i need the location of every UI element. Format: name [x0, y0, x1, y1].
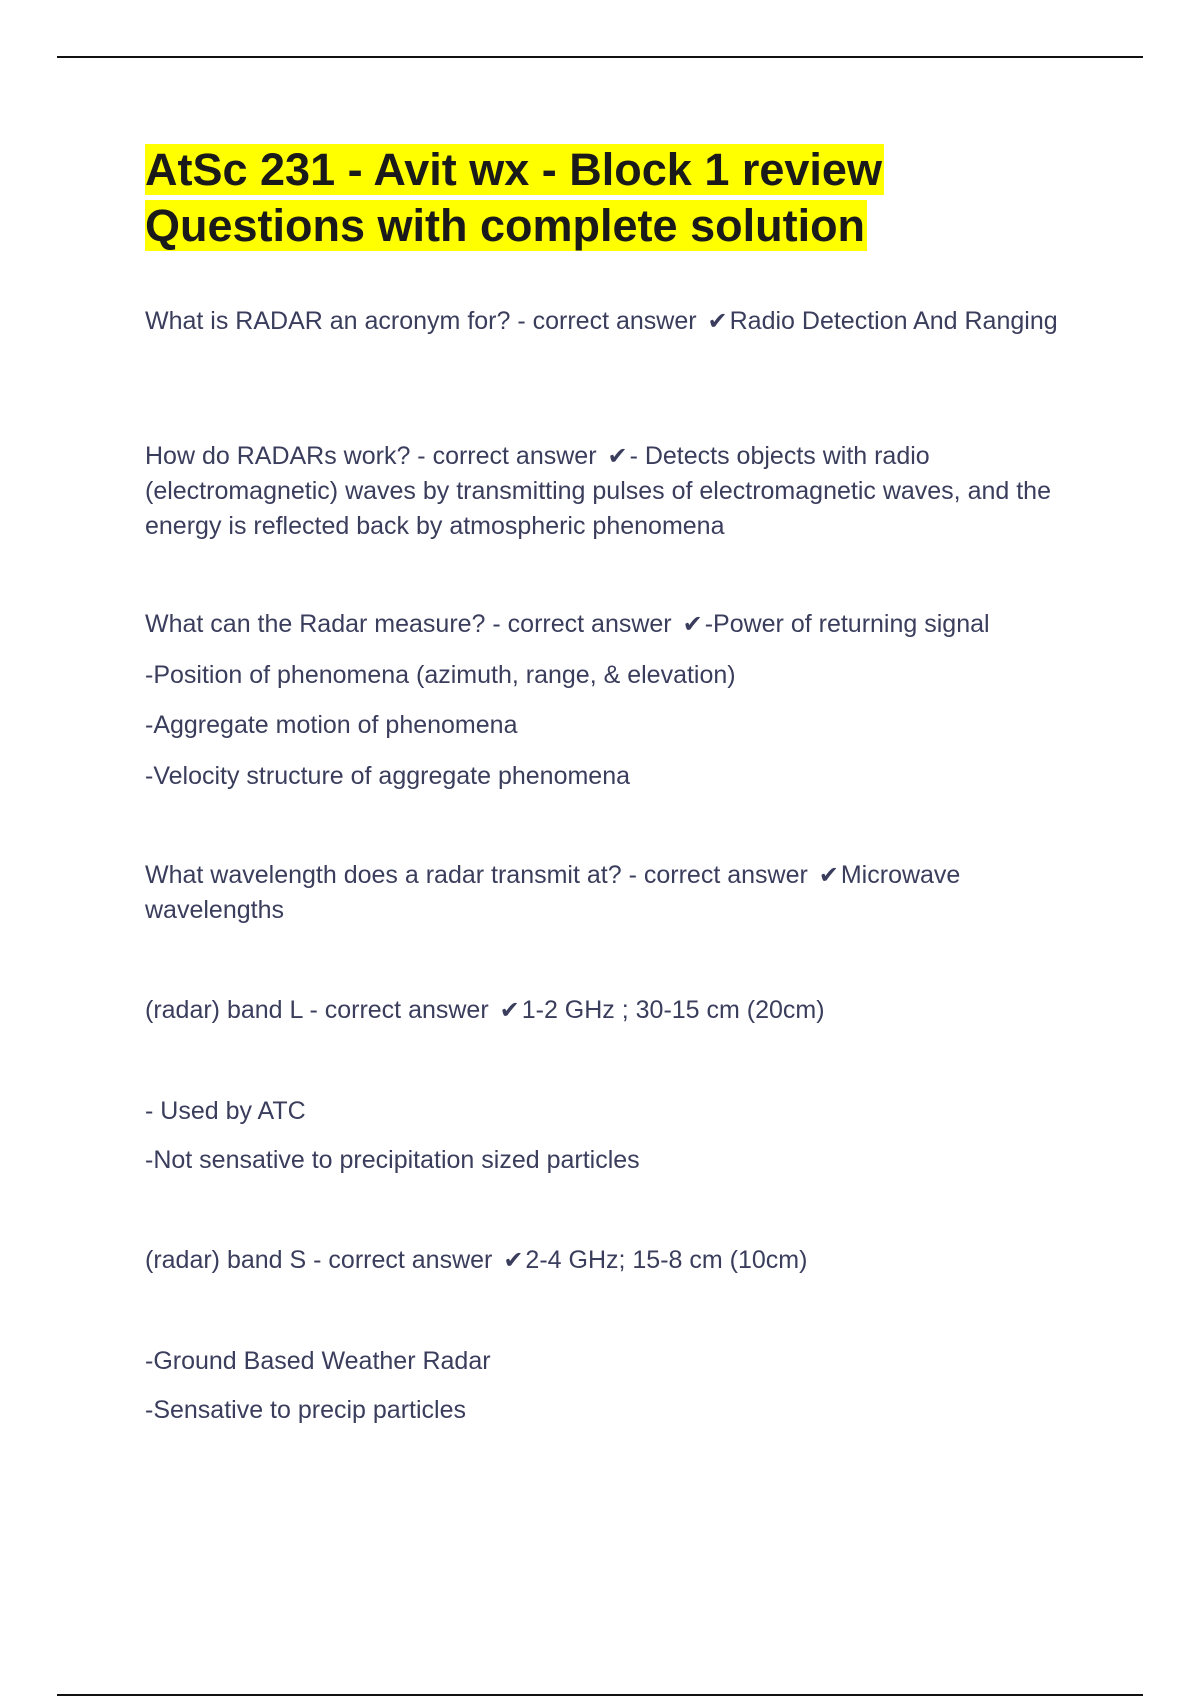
qa-item-radar-acronym: [145, 304, 1100, 339]
question-text: What is RADAR an acronym for?: [145, 307, 511, 335]
checkmark-icon: ✔: [499, 997, 520, 1024]
question-text: (radar) band L: [145, 996, 303, 1024]
checkmark-icon: ✔: [503, 1247, 524, 1274]
answer-line: -Not sensative to precipitation sized particles: [145, 1146, 640, 1174]
question-text: What can the Radar measure?: [145, 610, 486, 638]
bottom-rule: [57, 1694, 1143, 1696]
answer-line: -Velocity structure of aggregate phenomena: [145, 762, 631, 790]
question-text: (radar) band S: [145, 1246, 307, 1274]
title-line-1: AtSc 231 - Avit wx - Block 1 review: [145, 144, 882, 195]
answer-line: -Sensative to precip particles: [145, 1396, 466, 1424]
answer-text: Radio Detection And Ranging: [729, 307, 1058, 335]
answer-line: -Position of phenomena (azimuth, range, & elevation): [145, 661, 736, 689]
answer-separator: - correct answer: [306, 1246, 500, 1274]
title-line-2: Questions with complete solution: [145, 200, 866, 251]
question-text: How do RADARs work?: [145, 442, 411, 470]
answer-text: Microwave wavelengths: [145, 861, 961, 924]
answer-text: -Power of returning signal: [704, 610, 990, 638]
checkmark-icon: ✔: [607, 443, 628, 470]
document-title: [145, 142, 884, 254]
answer-line: - Used by ATC: [145, 1097, 306, 1125]
answer-separator: - correct answer: [621, 861, 815, 889]
checkmark-icon: ✔: [707, 308, 728, 335]
answer-separator: - correct answer: [485, 610, 679, 638]
answer-separator: - correct answer: [410, 442, 604, 470]
answer-text: 2-4 GHz; 15-8 cm (10cm): [525, 1246, 808, 1274]
qa-item-radar-measure: [145, 607, 1100, 642]
checkmark-icon: ✔: [818, 862, 839, 889]
checkmark-icon: ✔: [682, 611, 703, 638]
qa-item-radar-work: [145, 439, 1100, 544]
question-text: What wavelength does a radar transmit at?: [145, 861, 622, 889]
qa-item-band-s: [145, 1243, 1100, 1278]
answer-line: -Ground Based Weather Radar: [145, 1347, 491, 1375]
top-rule: [57, 56, 1143, 58]
qa-item-radar-wavelength: [145, 858, 1100, 928]
answer-line: -Aggregate motion of phenomena: [145, 711, 518, 739]
answer-text: - Detects objects with radio (electromagnetic) waves by transmitting pulses of electromagnetic waves, and the energy is reflected back by atmospheric phenomena: [145, 442, 1051, 540]
qa-item-band-l: [145, 993, 1100, 1028]
answer-separator: - correct answer: [302, 996, 496, 1024]
answer-separator: - correct answer: [510, 307, 704, 335]
answer-text: 1-2 GHz ; 30-15 cm (20cm): [521, 996, 825, 1024]
